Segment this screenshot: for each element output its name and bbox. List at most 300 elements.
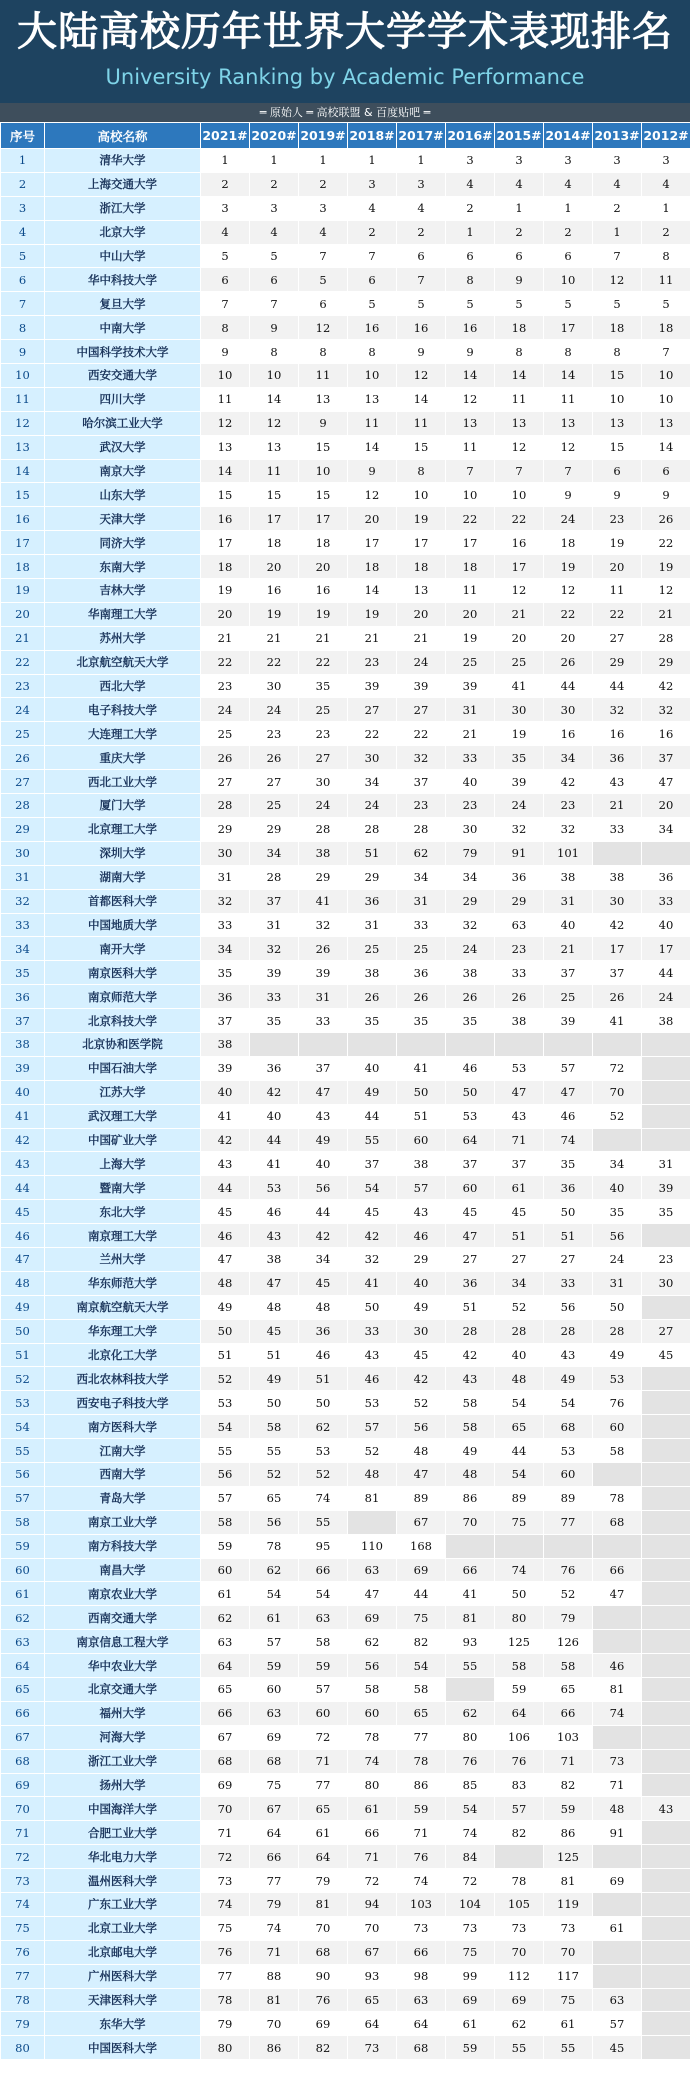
rank-cell: 43: [250, 1224, 299, 1248]
rank-cell: 81: [446, 1606, 495, 1630]
rank-cell: [495, 1032, 544, 1056]
row-number-cell: 68: [1, 1749, 45, 1773]
rank-cell: 6: [201, 268, 250, 292]
rank-cell: 63: [348, 1558, 397, 1582]
row-number-cell: 66: [1, 1701, 45, 1725]
rank-cell: 7: [250, 292, 299, 316]
rank-cell: 66: [593, 1558, 642, 1582]
rank-cell: 39: [250, 961, 299, 985]
rank-cell: 19: [446, 626, 495, 650]
rank-cell: 50: [397, 1080, 446, 1104]
rank-cell: 63: [397, 1988, 446, 2012]
rank-cell: 37: [544, 961, 593, 985]
rank-cell: 4: [446, 172, 495, 196]
rank-cell: 41: [397, 1056, 446, 1080]
rank-cell: 15: [593, 364, 642, 388]
university-name-cell: 兰州大学: [45, 1247, 201, 1271]
row-number-cell: 25: [1, 722, 45, 746]
rank-cell: 70: [495, 1940, 544, 1964]
university-name-cell: 武汉大学: [45, 435, 201, 459]
rank-cell: 69: [299, 2012, 348, 2036]
rank-cell: 74: [446, 1821, 495, 1845]
row-number-cell: 59: [1, 1534, 45, 1558]
rank-cell: 60: [201, 1558, 250, 1582]
rank-cell: 60: [299, 1701, 348, 1725]
university-name-cell: 同济大学: [45, 531, 201, 555]
rank-cell: 65: [397, 1701, 446, 1725]
rank-cell: [642, 1439, 690, 1463]
rank-cell: 70: [593, 1080, 642, 1104]
rank-cell: 45: [397, 1343, 446, 1367]
rank-cell: 21: [250, 626, 299, 650]
rank-cell: 46: [544, 1104, 593, 1128]
rank-cell: 36: [250, 1056, 299, 1080]
rank-cell: 78: [495, 1869, 544, 1893]
rank-cell: 39: [397, 674, 446, 698]
university-name-cell: 西南交通大学: [45, 1606, 201, 1630]
table-row: [1, 340, 690, 364]
rank-cell: 13: [495, 411, 544, 435]
rank-cell: 35: [495, 746, 544, 770]
rank-cell: [642, 1725, 690, 1749]
university-name-cell: 南京师范大学: [45, 985, 201, 1009]
rank-cell: 37: [642, 746, 690, 770]
row-number-cell: 63: [1, 1630, 45, 1654]
rank-cell: 76: [201, 1940, 250, 1964]
rank-cell: 40: [348, 1056, 397, 1080]
rank-cell: 20: [299, 555, 348, 579]
university-name-cell: 山东大学: [45, 483, 201, 507]
rank-cell: 37: [446, 1152, 495, 1176]
rank-cell: 94: [348, 1893, 397, 1917]
column-header: 2019#: [299, 123, 348, 149]
rank-cell: 35: [348, 1009, 397, 1033]
rank-cell: 31: [201, 865, 250, 889]
rank-cell: 7: [593, 244, 642, 268]
rank-cell: 48: [201, 1271, 250, 1295]
rank-cell: 45: [495, 1200, 544, 1224]
table-row: [1, 1295, 690, 1319]
rank-cell: 8: [348, 340, 397, 364]
rank-cell: 103: [397, 1893, 446, 1917]
rank-cell: 66: [299, 1558, 348, 1582]
rank-cell: 67: [250, 1797, 299, 1821]
rank-cell: 6: [495, 244, 544, 268]
rank-cell: 28: [250, 865, 299, 889]
university-name-cell: 武汉理工大学: [45, 1104, 201, 1128]
rank-cell: 19: [397, 507, 446, 531]
rank-cell: 69: [397, 1558, 446, 1582]
rank-cell: 49: [250, 1367, 299, 1391]
column-header: 2015#: [495, 123, 544, 149]
row-number-cell: 19: [1, 579, 45, 603]
rank-cell: 58: [446, 1415, 495, 1439]
rank-cell: 52: [250, 1462, 299, 1486]
rank-cell: 4: [250, 220, 299, 244]
rank-cell: 28: [593, 1319, 642, 1343]
table-row: [1, 1462, 690, 1486]
university-name-cell: 厦门大学: [45, 794, 201, 818]
rank-cell: 43: [593, 770, 642, 794]
university-name-cell: 南开大学: [45, 937, 201, 961]
rank-cell: 12: [642, 579, 690, 603]
rank-cell: 45: [299, 1271, 348, 1295]
rank-cell: 9: [397, 340, 446, 364]
rank-cell: 42: [446, 1343, 495, 1367]
rank-cell: 54: [299, 1582, 348, 1606]
rank-cell: 16: [544, 722, 593, 746]
rank-cell: 52: [201, 1367, 250, 1391]
rank-cell: 58: [299, 1630, 348, 1654]
table-row: [1, 770, 690, 794]
rank-cell: 36: [593, 746, 642, 770]
rank-cell: 18: [250, 531, 299, 555]
university-name-cell: 西安交通大学: [45, 364, 201, 388]
column-header: 2014#: [544, 123, 593, 149]
table-row: [1, 794, 690, 818]
rank-cell: [642, 1869, 690, 1893]
rank-cell: [642, 1940, 690, 1964]
university-name-cell: 扬州大学: [45, 1773, 201, 1797]
rank-cell: 74: [348, 1749, 397, 1773]
rank-cell: 25: [299, 698, 348, 722]
rank-cell: 21: [495, 602, 544, 626]
row-number-cell: 17: [1, 531, 45, 555]
table-row: [1, 579, 690, 603]
rank-cell: 54: [544, 1391, 593, 1415]
rank-cell: 61: [446, 2012, 495, 2036]
rank-cell: 33: [446, 746, 495, 770]
rank-cell: 10: [642, 364, 690, 388]
rank-cell: 55: [348, 1128, 397, 1152]
rank-cell: 50: [446, 1080, 495, 1104]
rank-cell: 9: [593, 483, 642, 507]
rank-cell: 76: [544, 1558, 593, 1582]
rank-cell: 17: [299, 507, 348, 531]
rank-cell: 32: [544, 817, 593, 841]
row-number-cell: 29: [1, 817, 45, 841]
rank-cell: 40: [593, 1176, 642, 1200]
rank-cell: 4: [299, 220, 348, 244]
rank-cell: 36: [544, 1176, 593, 1200]
rank-cell: 34: [446, 865, 495, 889]
rank-cell: 10: [642, 387, 690, 411]
rank-cell: 34: [397, 865, 446, 889]
rank-cell: 66: [397, 1940, 446, 1964]
row-number-cell: 13: [1, 435, 45, 459]
row-number-cell: 14: [1, 459, 45, 483]
university-name-cell: 北京工业大学: [45, 1916, 201, 1940]
rank-cell: 71: [348, 1845, 397, 1869]
university-name-cell: 东北大学: [45, 1200, 201, 1224]
rank-cell: 57: [250, 1630, 299, 1654]
rank-cell: 31: [299, 985, 348, 1009]
rank-cell: 13: [593, 411, 642, 435]
rank-cell: 66: [201, 1701, 250, 1725]
table-row: [1, 411, 690, 435]
rank-cell: 36: [642, 865, 690, 889]
rank-cell: 81: [348, 1486, 397, 1510]
rank-cell: 39: [642, 1176, 690, 1200]
rank-cell: 73: [544, 1916, 593, 1940]
rank-cell: 89: [397, 1486, 446, 1510]
university-name-cell: 吉林大学: [45, 579, 201, 603]
rank-cell: 8: [397, 459, 446, 483]
rank-cell: [642, 1056, 690, 1080]
rank-cell: 60: [446, 1176, 495, 1200]
rank-cell: 27: [593, 626, 642, 650]
rank-cell: 10: [495, 483, 544, 507]
rank-cell: 2: [593, 196, 642, 220]
table-row: [1, 1176, 690, 1200]
rank-cell: 7: [348, 244, 397, 268]
university-name-cell: 暨南大学: [45, 1176, 201, 1200]
rank-cell: 66: [348, 1821, 397, 1845]
rank-cell: 125: [544, 1845, 593, 1869]
rank-cell: 68: [397, 2036, 446, 2060]
rank-cell: 3: [397, 172, 446, 196]
rank-cell: 38: [299, 841, 348, 865]
rank-cell: 86: [397, 1773, 446, 1797]
table-row: [1, 364, 690, 388]
row-number-cell: 20: [1, 602, 45, 626]
rank-cell: 79: [544, 1606, 593, 1630]
rank-cell: 64: [299, 1845, 348, 1869]
rank-cell: 84: [446, 1845, 495, 1869]
rank-cell: 28: [495, 1319, 544, 1343]
table-row: [1, 1654, 690, 1678]
rank-cell: 17: [201, 531, 250, 555]
university-name-cell: 中国海洋大学: [45, 1797, 201, 1821]
rank-cell: 65: [495, 1415, 544, 1439]
rank-cell: 38: [348, 961, 397, 985]
rank-cell: [593, 1964, 642, 1988]
rank-cell: 74: [593, 1701, 642, 1725]
rank-cell: 82: [397, 1630, 446, 1654]
rank-cell: [642, 1510, 690, 1534]
rank-cell: [642, 1964, 690, 1988]
rank-cell: 66: [544, 1701, 593, 1725]
table-row: [1, 1988, 690, 2012]
rank-cell: 59: [446, 2036, 495, 2060]
rank-cell: 70: [201, 1797, 250, 1821]
rank-cell: 40: [544, 913, 593, 937]
rank-cell: 56: [299, 1176, 348, 1200]
rank-cell: 78: [201, 1988, 250, 2012]
rank-cell: 20: [593, 555, 642, 579]
rank-cell: 19: [642, 555, 690, 579]
rank-cell: 12: [201, 411, 250, 435]
rank-cell: 15: [397, 435, 446, 459]
table-row: [1, 1678, 690, 1702]
table-row: [1, 1271, 690, 1295]
page-title: 大陆高校历年世界大学学术表现排名: [17, 9, 673, 55]
row-number-cell: 42: [1, 1128, 45, 1152]
table-row: [1, 459, 690, 483]
rank-cell: 89: [495, 1486, 544, 1510]
rank-cell: 31: [593, 1271, 642, 1295]
rank-cell: 33: [642, 889, 690, 913]
row-number-cell: 61: [1, 1582, 45, 1606]
university-name-cell: 中国地质大学: [45, 913, 201, 937]
rank-cell: 24: [201, 698, 250, 722]
column-header: 2013#: [593, 123, 642, 149]
rank-cell: 79: [250, 1893, 299, 1917]
rank-cell: 53: [495, 1056, 544, 1080]
table-row: [1, 1104, 690, 1128]
rank-cell: 126: [544, 1630, 593, 1654]
rank-cell: 44: [397, 1582, 446, 1606]
table-row: [1, 1319, 690, 1343]
rank-cell: 14: [397, 387, 446, 411]
university-name-cell: 苏州大学: [45, 626, 201, 650]
rank-cell: 37: [299, 1056, 348, 1080]
rank-cell: 26: [446, 985, 495, 1009]
rank-cell: 62: [250, 1558, 299, 1582]
rank-cell: 56: [348, 1654, 397, 1678]
row-number-cell: 12: [1, 411, 45, 435]
rank-cell: 38: [642, 1009, 690, 1033]
rank-cell: 9: [495, 268, 544, 292]
rank-cell: 65: [348, 1988, 397, 2012]
row-number-cell: 62: [1, 1606, 45, 1630]
rank-cell: 54: [495, 1391, 544, 1415]
university-name-cell: 西南大学: [45, 1462, 201, 1486]
rank-cell: 81: [299, 1893, 348, 1917]
table-row: [1, 1224, 690, 1248]
rank-cell: 13: [299, 387, 348, 411]
rank-cell: 5: [250, 244, 299, 268]
rank-cell: 27: [348, 698, 397, 722]
rank-cell: 4: [642, 172, 690, 196]
rank-cell: 29: [397, 1247, 446, 1271]
rank-cell: 22: [593, 602, 642, 626]
university-name-cell: 浙江大学: [45, 196, 201, 220]
table-row: [1, 2036, 690, 2060]
row-number-cell: 31: [1, 865, 45, 889]
rank-cell: [593, 1032, 642, 1056]
rank-cell: 63: [201, 1630, 250, 1654]
rank-cell: 21: [348, 626, 397, 650]
rank-cell: 41: [495, 674, 544, 698]
rank-cell: 61: [250, 1606, 299, 1630]
rank-cell: 20: [201, 602, 250, 626]
rank-cell: 3: [593, 149, 642, 173]
ranking-table: [0, 122, 690, 2060]
university-name-cell: 上海大学: [45, 1152, 201, 1176]
rank-cell: 58: [397, 1678, 446, 1702]
rank-cell: 38: [593, 865, 642, 889]
rank-cell: 25: [397, 937, 446, 961]
rank-cell: 35: [446, 1009, 495, 1033]
rank-cell: 104: [446, 1893, 495, 1917]
rank-cell: 31: [544, 889, 593, 913]
rank-cell: 42: [544, 770, 593, 794]
rank-cell: [642, 1845, 690, 1869]
rank-cell: 14: [250, 387, 299, 411]
rank-cell: 23: [348, 650, 397, 674]
row-number-cell: 34: [1, 937, 45, 961]
rank-cell: 3: [201, 196, 250, 220]
rank-cell: 2: [348, 220, 397, 244]
rank-cell: 11: [348, 411, 397, 435]
rank-cell: 56: [397, 1415, 446, 1439]
university-name-cell: 中国石油大学: [45, 1056, 201, 1080]
rank-cell: 74: [495, 1558, 544, 1582]
rank-cell: 59: [544, 1797, 593, 1821]
rank-cell: 7: [642, 340, 690, 364]
rank-cell: 11: [446, 579, 495, 603]
table-row: [1, 1630, 690, 1654]
rank-cell: 67: [201, 1725, 250, 1749]
rank-cell: [642, 1295, 690, 1319]
rank-cell: 25: [446, 650, 495, 674]
row-number-cell: 67: [1, 1725, 45, 1749]
row-number-cell: 44: [1, 1176, 45, 1200]
rank-cell: 82: [299, 2036, 348, 2060]
rank-cell: 3: [250, 196, 299, 220]
rank-cell: 67: [397, 1510, 446, 1534]
rank-cell: 85: [446, 1773, 495, 1797]
rank-cell: 49: [201, 1295, 250, 1319]
rank-cell: 36: [446, 1271, 495, 1295]
rank-cell: 95: [299, 1534, 348, 1558]
rank-cell: [642, 1032, 690, 1056]
university-name-cell: 南昌大学: [45, 1558, 201, 1582]
rank-cell: 59: [250, 1654, 299, 1678]
column-header: 序号: [1, 123, 45, 149]
column-header: 2012#: [642, 123, 690, 149]
rank-cell: 88: [250, 1964, 299, 1988]
table-row: [1, 268, 690, 292]
rank-cell: 10: [201, 364, 250, 388]
university-name-cell: 华东师范大学: [45, 1271, 201, 1295]
rank-cell: 12: [348, 483, 397, 507]
rank-cell: 43: [299, 1104, 348, 1128]
credit-bar: ═ 原始人 ═ 高校联盟 & 百度贴吧 ═: [0, 103, 690, 122]
table-row: [1, 2012, 690, 2036]
rank-cell: 1: [544, 196, 593, 220]
university-name-cell: 江南大学: [45, 1439, 201, 1463]
rank-cell: 2: [201, 172, 250, 196]
rank-cell: 27: [642, 1319, 690, 1343]
row-number-cell: 52: [1, 1367, 45, 1391]
rank-cell: 20: [348, 507, 397, 531]
rank-cell: 71: [397, 1821, 446, 1845]
table-row: [1, 555, 690, 579]
row-number-cell: 64: [1, 1654, 45, 1678]
rank-cell: 43: [642, 1797, 690, 1821]
rank-cell: 1: [642, 196, 690, 220]
rank-cell: 74: [299, 1486, 348, 1510]
rank-cell: 45: [201, 1200, 250, 1224]
rank-cell: 12: [446, 387, 495, 411]
rank-cell: 20: [495, 626, 544, 650]
row-number-cell: 57: [1, 1486, 45, 1510]
row-number-cell: 28: [1, 794, 45, 818]
rank-cell: 34: [642, 817, 690, 841]
rank-cell: 56: [593, 1224, 642, 1248]
rank-cell: 33: [348, 1319, 397, 1343]
rank-cell: 32: [642, 698, 690, 722]
rank-cell: 30: [250, 674, 299, 698]
rank-cell: 55: [250, 1439, 299, 1463]
rank-cell: 23: [593, 507, 642, 531]
university-name-cell: 北京理工大学: [45, 817, 201, 841]
table-row: [1, 889, 690, 913]
row-number-cell: 33: [1, 913, 45, 937]
rank-cell: 48: [593, 1797, 642, 1821]
